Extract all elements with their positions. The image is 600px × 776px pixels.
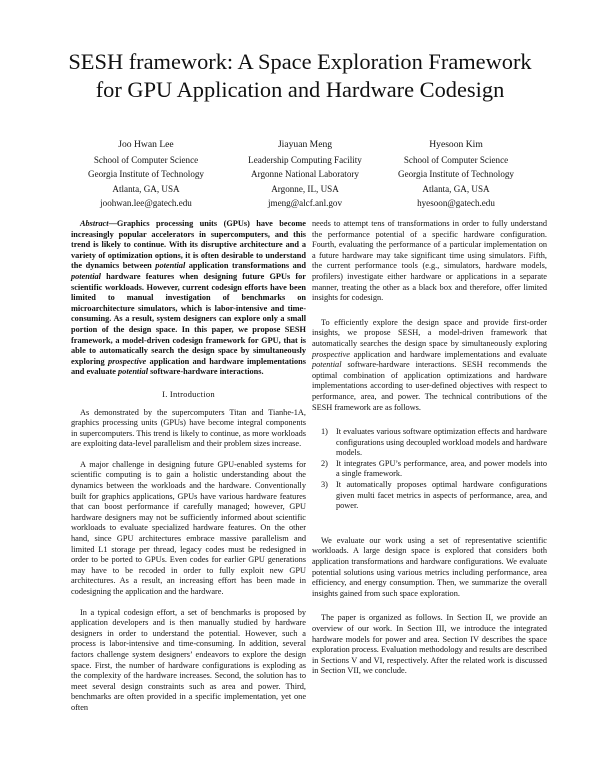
abstract-text: application transformations and <box>185 261 306 271</box>
intro-body <box>71 408 306 714</box>
author-dept: Leadership Computing Facility <box>248 154 362 165</box>
list-item <box>312 427 547 459</box>
list-item-text: It automatically proposes optimal hardware configurations given multi facet metrics in aspects of performance, area, and power. <box>336 480 547 511</box>
paragraph-text: software-hardware interactions. SESH recommends the optimal combination of application optimizations and hardware implementations according to user-defined objectives with respect to performance, area, and power. The technical contributions of the SESH framework are as follows. <box>312 360 547 412</box>
list-item-number: 3) <box>321 480 328 490</box>
author-loc: Atlanta, GA, USA <box>112 183 180 194</box>
left-column <box>71 219 306 714</box>
author-name: Hyesoon Kim <box>429 139 483 150</box>
abstract-text: application and hardware implementations and evaluate <box>71 356 306 377</box>
section-heading-introduction: I. Introduction <box>162 388 215 399</box>
title-line-1: SESH framework: A Space Exploration Framework <box>68 49 532 74</box>
paragraph-emphasis: potential <box>312 360 342 370</box>
author-name: Joo Hwan Lee <box>118 139 174 150</box>
intro-paragraph-1: As demonstrated by the supercomputers Titan and Tianhe-1A, graphics processing units (GPUs) have become integral components in supercomputers. This trend is likely to continue, as more workloads are exploiting data-level parallelism and their problem sizes increase. <box>71 407 306 449</box>
right-paragraph-1: needs to attempt tens of transformations in order to fully understand the performance potential of a specific hardware configuration. Fourth, evaluating the performance of a particular implementation on a future hardware may take significant time using simulators. Fifth, the current performance tools (e.g., simulators, hardware models, profilers) investigate either hardware or applications in a separate manner, treating the other as a black box and therefore, offer limited insights for codesign. <box>312 219 547 303</box>
abstract-emphasis: potential <box>118 367 148 377</box>
author-dept: School of Computer Science <box>93 154 199 165</box>
abstract-text: —Graphics processing units (GPUs) have become increasingly popular accelerators in supercomputers, and this trend is likely to continue. With its disruptive architecture and a variety of optimization options, it is often desirable to understand the dynamics between <box>71 219 306 271</box>
intro-paragraph-2: A major challenge in designing future GPU-enabled systems for scientific computing is to gain a holistic understanding about the dynamics between the workloads and the hardware. Conventionally built for graphics applications, GPUs have various hardware features that can boost performance if carefully managed; however, GPU hardware designers may not be sufficiently informed about scientific workloads to evaluate specialized hardware features. On the other hand, since GPU architectures embrace massive parallelism and limited L1 storage per thread, legacy codes must be redesigned in order to be ported to GPUs. Even codes for earlier GPU generations may have to be recoded in order to fully exploit new GPU architectures. As a result, an increasing effort has been made in codesigning the application and the hardware. <box>71 459 306 596</box>
abstract-label: Abstract <box>80 219 109 228</box>
contributions-list <box>312 427 547 512</box>
list-item <box>312 480 547 512</box>
author-inst: Georgia Institute of Technology <box>88 169 204 180</box>
author-inst: Argonne National Laboratory <box>251 169 359 180</box>
right-paragraph-2 <box>312 318 547 413</box>
paragraph-text: application and hardware implementations and evaluate <box>349 349 547 359</box>
author-inst: Georgia Institute of Technology <box>398 169 514 180</box>
abstract-emphasis: potential <box>155 261 186 271</box>
author-name: Jiayuan Meng <box>277 139 333 150</box>
author-email: jmeng@alcf.anl.gov <box>267 198 343 209</box>
list-item <box>312 459 547 480</box>
author-email: joohwan.lee@gatech.edu <box>100 198 192 209</box>
abstract-text: hardware features when designing future GPUs for scientific workloads. However, current codesign efforts have been limited to manual investigation of benchmarks on microarchitecture simulators, which is labor-intensive and time-consuming. As a result, system designers can explore only a small portion of the design space. In this paper, we propose SESH framework, a model-driven codesign framework for GPU, that is able to automatically search the design space by simultaneously exploring <box>71 271 306 366</box>
right-column <box>312 219 547 677</box>
list-item-number: 1) <box>321 427 328 437</box>
abstract-emphasis: prospective <box>107 356 147 366</box>
paragraph-emphasis: prospective <box>312 349 350 359</box>
paper-title <box>30 48 570 104</box>
right-paragraph-3: We evaluate our work using a set of representative scientific workloads. A large design space is explored that considers both application transformations and hardware configurations. We evaluate potential solutions using various metrics including performance, area efficiency, and energy consumption. Then, we summarize the overall insights gained from such space exploration. <box>312 535 547 598</box>
abstract-text: software-hardware interactions. <box>148 367 264 377</box>
abstract-emphasis: potential <box>71 271 101 281</box>
right-paragraph-4: The paper is organized as follows. In Section II, we provide an overview of our work. In Section III, we introduce the integrated hardware models for power and area. Section IV describes the space exploration process. Evaluation methodology and results are described in Sections V and VI, respectively. After the related work is discussed in Section VII, we conclude. <box>312 613 547 676</box>
intro-paragraph-3: In a typical codesign effort, a set of benchmarks is proposed by application developers and is then manually studied by hardware designers in order to understand the potential. However, such a process is labor-intensive and time-consuming. In addition, several factors challenge system designers’ endeavors to explore the design space. First, the number of hardware configurations is exploding as the complexity of the hardware increases. Second, the solution has to meet several design constraints such as area and power. Third, benchmarks are often provided in a specific implementation, yet one often <box>71 607 306 712</box>
list-item-number: 2) <box>321 458 328 468</box>
paragraph-text: To efficiently explore the design space and provide first-order insights, we propose SESH, a model-driven framework that automatically searches the design space by simultaneously exploring <box>312 317 547 348</box>
abstract <box>71 219 306 378</box>
list-item-text: It evaluates various software optimization effects and hardware configurations using decoupled workload models and hardware models. <box>336 427 547 458</box>
author-block-3 <box>356 138 556 211</box>
author-email: hyesoon@gatech.edu <box>417 198 495 209</box>
title-line-2: for GPU Application and Hardware Codesign <box>95 77 505 102</box>
author-loc: Argonne, IL, USA <box>271 183 339 194</box>
author-dept: School of Computer Science <box>403 154 509 165</box>
list-item-text: It integrates GPU’s performance, area, and power models into a single framework. <box>336 458 547 479</box>
author-loc: Atlanta, GA, USA <box>422 183 490 194</box>
